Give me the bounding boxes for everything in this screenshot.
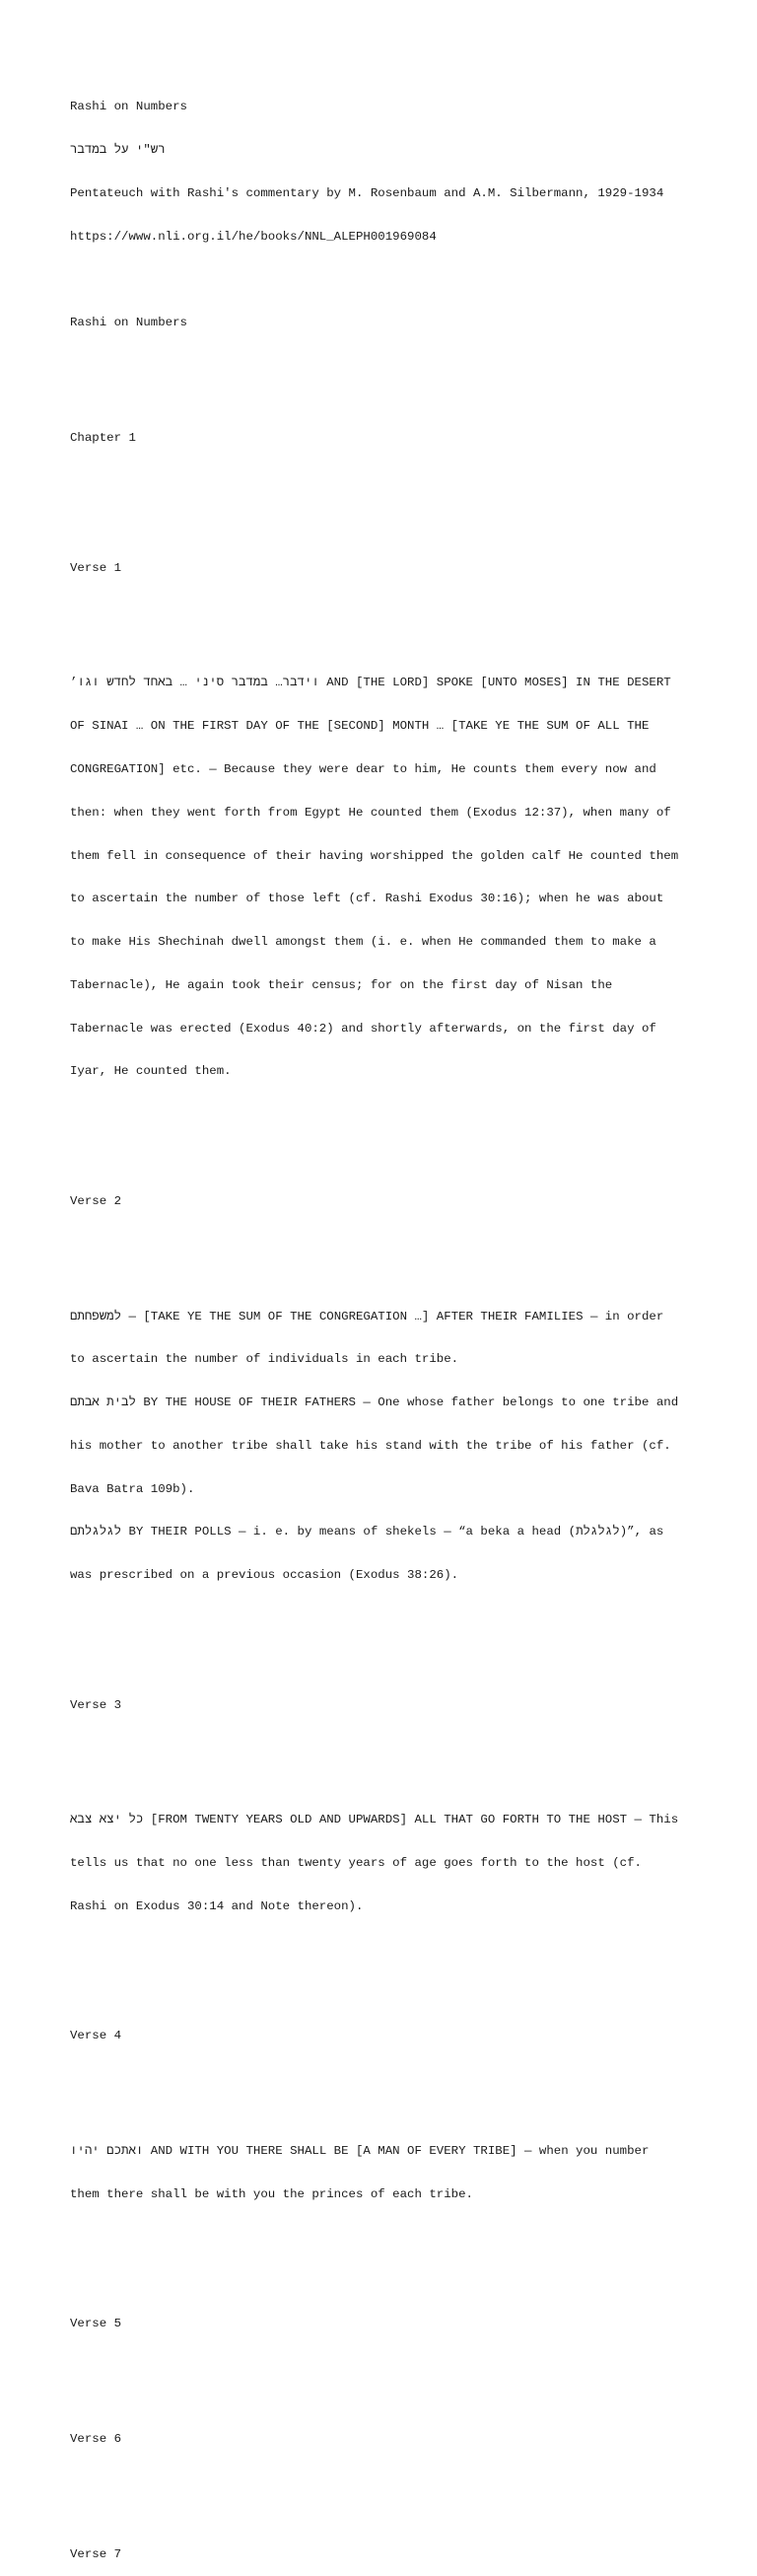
document-title: Rashi on Numbers [70,100,187,114]
commentary-line: to ascertain the number of those left (cf. Rashi Exodus 30:16); when he was about [70,892,664,906]
commentary-line: to ascertain the number of individuals in each tribe. [70,1352,459,1367]
commentary-line: Tabernacle was erected (Exodus 40:2) and shortly afterwards, on the first day of [70,1021,656,1036]
verse-heading-1: Verse 1 [70,560,122,575]
source-url: https://www.nli.org.il/he/books/NNL_ALEPH001969084 [70,229,437,244]
source-citation: Pentateuch with Rashi's commentary by M. Rosenbaum and A.M. Silbermann, 1929-1934 [70,185,664,200]
commentary-line: them fell in consequence of their having worshipped the golden calf He counted them [70,848,679,863]
commentary-line: tells us that no one less than twenty years of age goes forth to the host (cf. [70,1856,642,1871]
commentary-line: OF SINAI … ON THE FIRST DAY OF THE [SECOND] MONTH … [TAKE YE THE SUM OF ALL THE [70,719,650,734]
verse-1-commentary [70,647,711,1108]
verse-2-commentary [70,1280,711,1611]
document-page [70,71,711,2576]
document-subtitle: Rashi on Numbers [70,316,187,330]
verse-heading-6: Verse 6 [70,2432,122,2447]
verse-heading-3: Verse 3 [70,1697,122,1712]
commentary-line: לבית אבתם BY THE HOUSE OF THEIR FATHERS — One whose father belongs to one tribe and [70,1395,679,1410]
commentary-line: Tabernacle), He again took their census; for on the first day of Nisan the [70,977,613,992]
verse-heading-5: Verse 5 [70,2317,122,2331]
verse-4-commentary [70,2115,711,2231]
verse-heading-2: Verse 2 [70,1193,122,1208]
commentary-line: to make His Shechinah dwell amongst them (i. e. when He commanded them to make a [70,935,656,950]
commentary-line: CONGREGATION] etc. — Because they were dear to him, He counts them every now and [70,761,656,776]
commentary-line: Iyar, He counted them. [70,1064,232,1079]
commentary-line: then: when they went forth from Egypt He counted them (Exodus 12:37), when many of [70,805,671,820]
commentary-line: למשפחתם — [TAKE YE THE SUM OF THE CONGREGATION …] AFTER THEIR FAMILIES — in order [70,1309,664,1324]
chapter-heading: Chapter 1 [70,431,136,446]
verse-heading-7: Verse 7 [70,2547,122,2561]
commentary-line: ואתכם יהיו AND WITH YOU THERE SHALL BE [A MAN OF EVERY TRIBE] — when you number [70,2143,650,2158]
commentary-line: Bava Batra 109b). [70,1481,195,1496]
commentary-line: Rashi on Exodus 30:14 and Note thereon). [70,1898,364,1913]
verse-3-commentary [70,1784,711,1943]
commentary-line: כל יצא צבא [FROM TWENTY YEARS OLD AND UPWARDS] ALL THAT GO FORTH TO THE HOST — This [70,1813,679,1827]
commentary-line: was prescribed on a previous occasion (Exodus 38:26). [70,1568,459,1583]
commentary-line: them there shall be with you the princes of each tribe. [70,2186,473,2201]
commentary-line: לגלגלתם BY THEIR POLLS — i. e. by means of shekels — “a beka a head (לגלגלת)”, as [70,1525,664,1539]
commentary-line: his mother to another tribe shall take his stand with the tribe of his father (cf. [70,1438,671,1453]
verse-heading-4: Verse 4 [70,2029,122,2043]
hebrew-title: רש"י על במדבר [70,142,166,157]
commentary-line: ’וידבר… במדבר סיני … באחד לחדש וגו AND [THE LORD] SPOKE [UNTO MOSES] IN THE DESERT [70,676,671,690]
